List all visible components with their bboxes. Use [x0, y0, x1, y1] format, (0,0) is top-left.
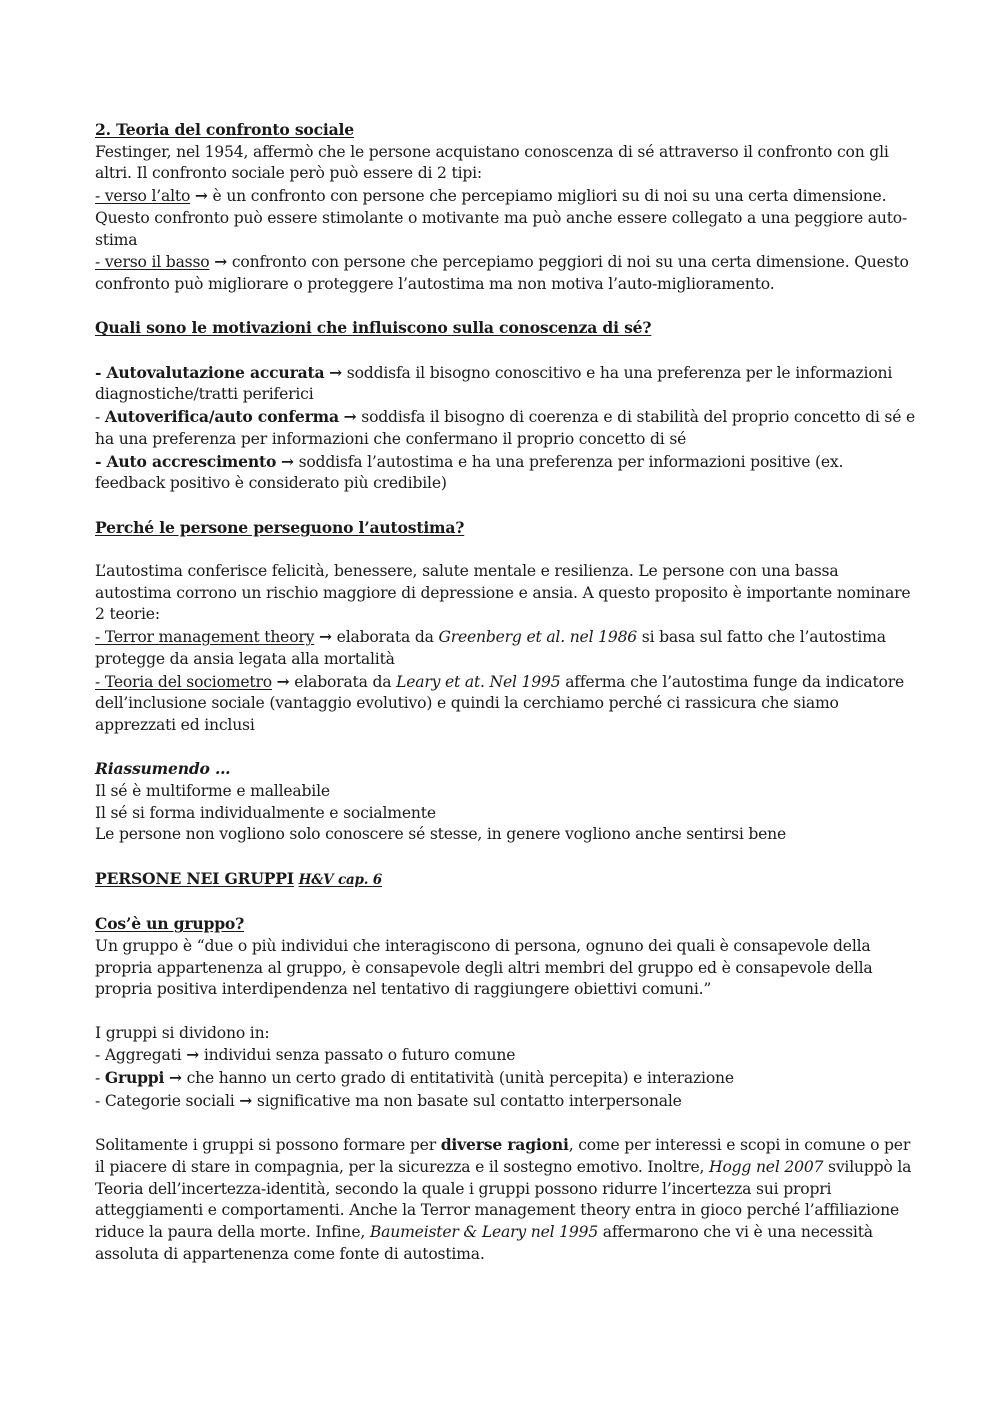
list-item-text: soddisfa il bisogno conoscitivo e ha una preferenza per le informazioni diagnostiche/tratti periferici [95, 363, 893, 404]
citation: Leary et at. Nel 1995 [396, 672, 561, 691]
list-item-label: - Autovalutazione accurata [95, 362, 325, 382]
list-item [95, 1067, 915, 1090]
paragraph-text: Un gruppo è “due o più individui che interagiscono di persona, ognuno dei quali è consapevole della propria appartenenza al gruppo, è consapevole degli altri membri del gruppo ed è consapevole della propria positiva interdipendenza nel tentativo di raggiungere obiettivi comuni.” [95, 936, 873, 999]
list-item-dash: - [95, 1091, 105, 1110]
list-item [95, 451, 915, 495]
section-heading [95, 913, 915, 936]
list-item-label: - verso l’alto [95, 187, 191, 206]
list-item [95, 406, 915, 450]
right-arrow-icon: → [194, 186, 208, 206]
summary-line [95, 803, 915, 825]
paragraph [95, 1023, 915, 1045]
section-heading-text: Quali sono le motivazioni che influiscono sulla conoscenza di sé? [95, 318, 652, 338]
right-arrow-icon: → [239, 1090, 253, 1110]
section-heading [95, 317, 915, 340]
right-arrow-icon: → [329, 362, 343, 382]
right-arrow-icon: → [319, 627, 332, 647]
list-item-text: è un confronto con persone che percepiamo migliori su di noi su una certa dimensione. Questo confronto può essere stimolante o motivante ma può anche essere collegato a una peggiore auto-stima [95, 187, 908, 249]
list-item [95, 1090, 915, 1113]
paragraph [95, 142, 915, 185]
list-item [95, 671, 915, 737]
list-item-label: Gruppi [104, 1068, 165, 1088]
summary-heading-text: Riassumendo … [95, 759, 231, 779]
right-arrow-icon: → [169, 1068, 182, 1088]
list-item-label: - Terror management theory [95, 628, 315, 647]
paragraph [95, 561, 915, 626]
list-item-label: Aggregati [104, 1046, 182, 1065]
list-item-dash: - [95, 1069, 105, 1088]
section-heading [95, 119, 915, 142]
paragraph-text: Solitamente i gruppi si possono formare per [95, 1136, 441, 1155]
list-item [95, 185, 915, 251]
emphasis: diverse ragioni [440, 1135, 569, 1155]
chapter-heading [95, 868, 915, 892]
citation: Baumeister & Leary nel 1995 [369, 1223, 599, 1242]
list-item-text: che hanno un certo grado di entitatività (unità percepita) e interazione [181, 1069, 734, 1088]
list-item-text: elaborata da [289, 672, 397, 691]
summary-heading [95, 758, 915, 781]
right-arrow-icon: → [214, 252, 228, 272]
summary-line [95, 824, 915, 846]
list-item-label: - Teoria del sociometro [95, 672, 272, 691]
citation: Hogg nel 2007 [709, 1157, 824, 1176]
list-item-text: si basa sul fatto che l’autostima protegge da ansia legata alla mortalità [95, 628, 886, 668]
right-arrow-icon: → [280, 451, 294, 471]
list-item-text: confronto con persone che percepiamo peggiori di noi su una certa dimensione. Questo confronto può migliorare o proteggere l’autostima ma non motiva l’auto-miglioramento. [95, 253, 909, 293]
list-item [95, 1044, 915, 1067]
list-item-dash: - [95, 408, 105, 427]
list-item-text: elaborata da [331, 628, 439, 647]
summary-line-text: Le persone non vogliono solo conoscere sé stesse, in genere vogliono anche sentirsi bene [95, 825, 787, 844]
summary-line-text: Il sé è multiforme e malleabile [95, 782, 330, 801]
list-item-label: Categorie sociali [104, 1091, 235, 1110]
section-heading-text: Cos’è un gruppo? [95, 914, 245, 934]
section-heading [95, 517, 915, 540]
section-heading-text: Perché le persone perseguono l’autostima? [95, 517, 465, 537]
section-heading-text: 2. Teoria del confronto sociale [95, 120, 354, 139]
list-item-text: significative ma non basate sul contatto interpersonale [252, 1091, 682, 1110]
right-arrow-icon: → [276, 671, 290, 691]
summary-line [95, 781, 915, 803]
summary-line-text: Il sé si forma individualmente e socialmente [95, 803, 436, 822]
list-item-text: soddisfa il bisogno di coerenza e di stabilità del proprio concetto di sé e ha una preferenza per informazioni che confermano il proprio concetto di sé [95, 408, 916, 448]
list-item-label: - verso il basso [95, 253, 210, 272]
chapter-heading-text: PERSONE NEI GRUPPI [95, 868, 294, 888]
right-arrow-icon: → [343, 407, 357, 427]
list-item [95, 251, 915, 295]
list-item-dash: - [95, 1046, 105, 1065]
paragraph-text: , come per interessi e scopi in comune o per il piacere di stare in compagnia, per la sicurezza e il sostegno emotivo. Inoltre, [95, 1136, 911, 1176]
right-arrow-icon: → [186, 1045, 200, 1065]
paragraph-text: L’autostima conferisce felicità, benessere, salute mentale e resilienza. Le persone con una bassa autostima corrono un rischio maggiore di depressione e ansia. A questo proposito è importante nominare 2 teorie: [95, 562, 911, 624]
paragraph-text: affermarono che vi è una necessità assoluta di appartenenza come fonte di autostima. [95, 1223, 873, 1263]
paragraph-text: I gruppi si dividono in: [95, 1023, 270, 1042]
paragraph [95, 1134, 915, 1265]
list-item-text: afferma che l’autostima funge da indicatore dell’inclusione sociale (vantaggio evolutivo) e quindi la cerchiamo perché ci rassicura che siamo apprezzati ed inclusi [95, 672, 904, 734]
list-item-text: individui senza passato o futuro comune [199, 1046, 516, 1065]
document-body [95, 119, 915, 1265]
paragraph [95, 936, 915, 1001]
list-item-text: soddisfa l’autostima e ha una preferenza per informazioni positive (ex. feedback positivo è considerato più credibile) [95, 452, 844, 493]
paragraph-text: Festinger, nel 1954, affermò che le persone acquistano conoscenza di sé attraverso il confronto con gli altri. Il confronto sociale però può essere di 2 tipi: [95, 142, 889, 183]
citation: Greenberg et al. nel 1986 [438, 628, 638, 647]
list-item [95, 626, 915, 670]
list-item [95, 362, 915, 406]
list-item-label: - Auto accrescimento [95, 451, 277, 471]
list-item-label: Autoverifica/auto conferma [104, 407, 339, 427]
paragraph-text: sviluppò la Teoria dell’incertezza-identità, secondo la quale i gruppi possono ridurre l’incertezza sui propri atteggiamenti e comportamenti. Anche la Terror management theory entra in gioco perché l’affiliazione riduce la paura della morte. Infine, [95, 1157, 912, 1242]
chapter-reference: H&V cap. 6 [298, 871, 382, 888]
